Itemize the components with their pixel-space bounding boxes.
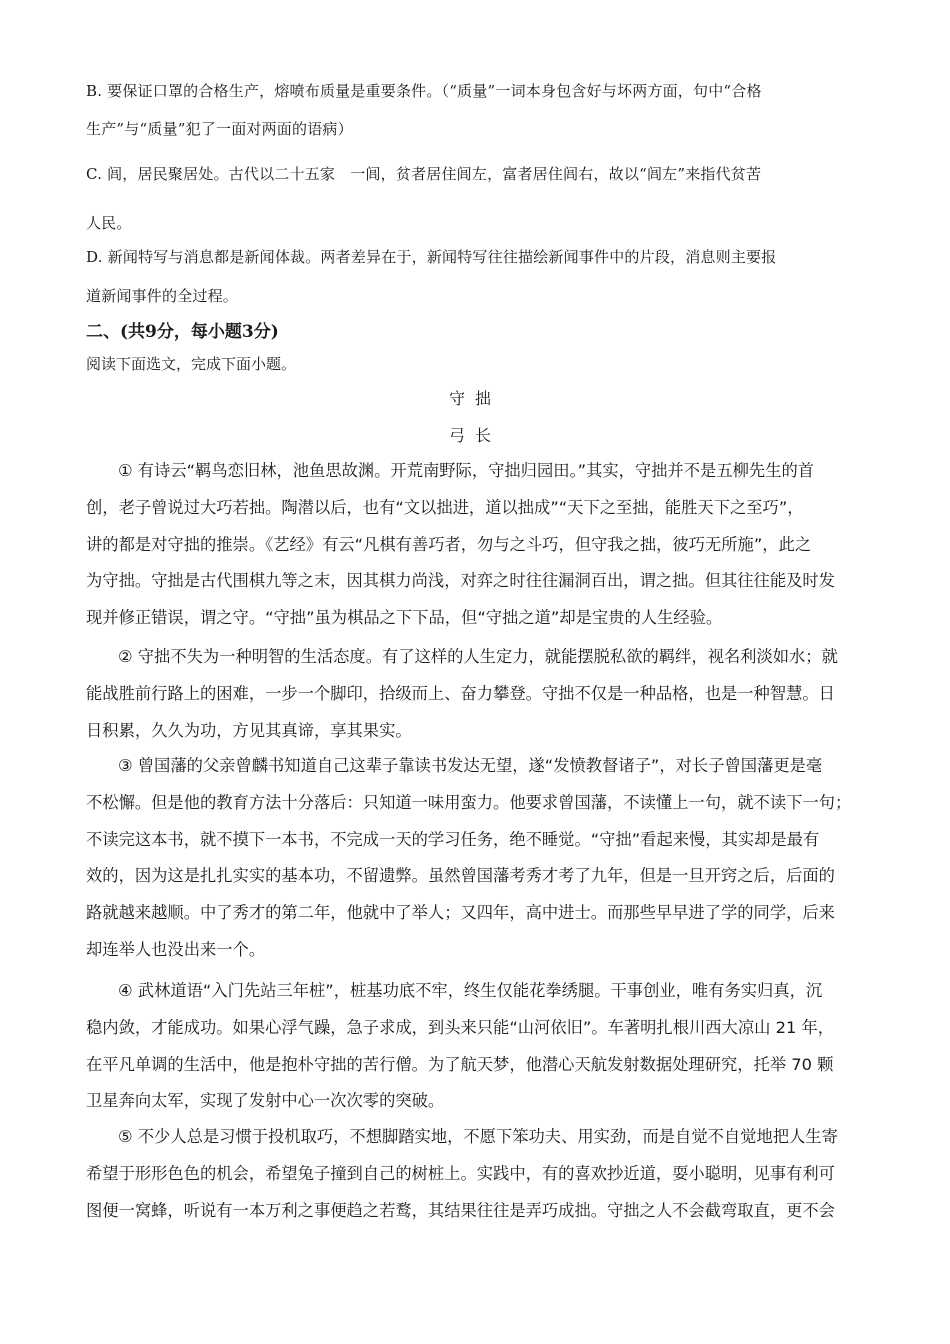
paragraph-line: 希望于形形色色的机会，希望兔子撞到自己的树桩上。实践中，有的喜欢抄近道，耍小聪明，见事有利可 (86, 1164, 835, 1183)
option-b-line-2: 生产”与“质量”犯了一面对两面的语病） (86, 120, 353, 138)
article-title: 守拙 (448, 389, 501, 408)
option-d-line-2: 道新闻事件的全过程。 (86, 287, 239, 305)
paragraph-line: 日积累，久久为功，方见其真谛，享其果实。 (86, 721, 412, 740)
paragraph-line: 效的，因为这是扎扎实实的基本功，不留遗弊。虽然曾国藩考秀才考了九年，但是一旦开窍之后，后面的 (86, 866, 835, 885)
paragraph-line: 不松懈。但是他的教育方法十分落后：只知道一味用蛮力。他要求曾国藩，不读懂上一句，就不读下一句； (86, 793, 852, 812)
paragraph-line: 创，老子曾说过大巧若拙。陶潜以后，也有“文以拙进，道以拙成”“天下之至拙，能胜天下之至巧”， (86, 498, 804, 517)
paragraph-line: 稳内敛，才能成功。如果心浮气躁，急子求成，到头来只能“山河依旧”。车著明扎根川西大凉山 21 年， (86, 1018, 835, 1037)
paragraph-line: 能战胜前行路上的困难，一步一个脚印，拾级而上、奋力攀登。守拙不仅是一种品格，也是一种智慧。日 (86, 684, 835, 703)
paragraph-line: ① 有诗云“羁鸟恋旧林，池鱼思故渊。开荒南野际，守拙归园田。”其实，守拙并不是五柳先生的首 (118, 461, 815, 480)
paragraph-line: 为守拙。守拙是古代围棋九等之末，因其棋力尚浅，对弈之时往往漏洞百出，谓之拙。但其往往能及时发 (86, 571, 835, 590)
paragraph-line: ② 守拙不失为一种明智的生活态度。有了这样的人生定力，就能摆脱私欲的羁绊，视名利淡如水；就 (118, 647, 838, 666)
paragraph-line: 却连举人也没出来一个。 (86, 940, 266, 959)
article-author: 弓长 (448, 426, 501, 445)
paragraph-line: 讲的都是对守拙的推崇。《艺经》有云“凡棋有善巧者，勿与之斗巧，但守我之拙，彼巧无所施”，此之 (86, 535, 812, 554)
paragraph-line: 图便一窝蜂，听说有一本万利之事便趋之若鹜，其结果往往是弄巧成拙。守拙之人不会截弯取直，更不会 (86, 1201, 835, 1220)
paragraph-line: ④ 武林道语“入门先站三年桩”，桩基功底不牢，终生仅能花拳绣腿。干事创业，唯有务实归真，沉 (118, 981, 823, 1000)
paragraph-line: 卫星奔向太军，实现了发射中心一次次零的突破。 (86, 1091, 445, 1110)
option-d-line-1: D. 新闻特写与消息都是新闻体裁。两者差异在于，新闻特写往往描绘新闻事件中的片段，消息则主要报 (86, 248, 777, 266)
paragraph-line: 路就越来越顺。中了秀才的第二年，他就中了举人；又四年，高中进士。而那些早早进了学的同学，后来 (86, 903, 835, 922)
paragraph-line: ⑤ 不少人总是习惯于投机取巧，不想脚踏实地，不愿下笨功夫、用实劲，而是自觉不自觉地把人生寄 (118, 1127, 838, 1146)
option-c-line-1: C. 闾，居民聚居处。古代以二十五家 一闾，贫者居住闾左，富者居住闾右，故以“闾左”来指代贫苦 (86, 165, 762, 183)
paragraph-line: 现并修正错误，谓之守。“守拙”虽为棋品之下下品，但“守拙之道”却是宝贵的人生经验。 (86, 608, 723, 627)
paragraph-line: ③ 曾国藩的父亲曾麟书知道自己这辈子靠读书发达无望，遂“发愤教督诸子”，对长子曾国藩更是毫 (118, 756, 823, 775)
option-b-line-1: B. 要保证口罩的合格生产，熔喷布质量是重要条件。（“质量”一词本身包含好与坏两方面，句中“合格 (86, 82, 762, 100)
paragraph-line: 不读完这本书，就不摸下一本书，不完成一天的学习任务，绝不睡觉。“守拙”看起来慢，其实却是最有 (86, 830, 820, 849)
section-instruction: 阅读下面选文，完成下面小题。 (86, 355, 297, 373)
paragraph-line: 在平凡单调的生活中，他是抱朴守拙的苦行僧。为了航天梦，他潜心天航发射数据处理研究，托举 70 颗 (86, 1055, 834, 1074)
option-c-line-2: 人民。 (86, 214, 132, 232)
section-heading: 二、(共9分，每小题3分) (86, 322, 279, 342)
